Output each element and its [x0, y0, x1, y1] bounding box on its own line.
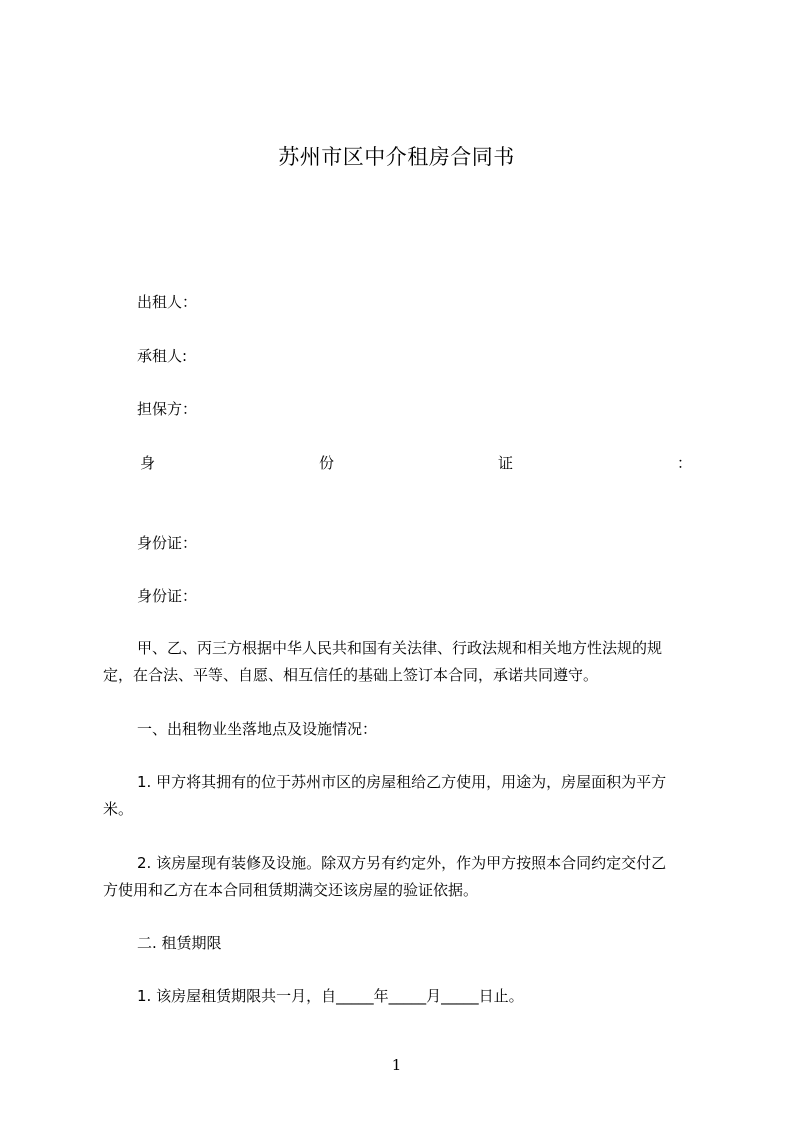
page-number: 1: [391, 1056, 402, 1074]
preamble-line-2: 定，在合法、平等、自愿、相互信任的基础上签订本合同，承诺共同遵守。: [103, 666, 599, 684]
id-card-line-2: 身份证：: [137, 587, 198, 605]
guarantor-label: 担保方：: [137, 400, 198, 418]
id-char-4: ：: [676, 454, 692, 472]
id-char-1: 身: [140, 454, 156, 472]
section1-item2-line-2: 方使用和乙方在本合同租赁期满交还该房屋的验证依据。: [103, 881, 479, 899]
document-title: 苏州市区中介租房合同书: [278, 145, 515, 169]
section2-heading: 二. 租赁期限: [137, 934, 222, 952]
preamble-line-1: 甲、乙、丙三方根据中华人民共和国有关法律、行政法规和相关地方性法规的规: [137, 639, 663, 657]
section1-item2-line-1: 2. 该房屋现有装修及设施。除双方另有约定外，作为甲方按照本合同约定交付乙: [137, 854, 667, 872]
id-card-line-1: 身份证：: [137, 534, 198, 552]
section1-item1-line-2: 米。: [103, 800, 134, 818]
section1-item1-line-1: 1. 甲方将其拥有的位于苏州市区的房屋租给乙方使用，用途为，房屋面积为平方: [137, 773, 667, 791]
id-card-spread-line: [140, 453, 692, 473]
section2-item1: 1. 该房屋租赁期限共一月，自_____年_____月_____日止。: [137, 987, 524, 1005]
id-char-3: 证: [497, 454, 513, 472]
section1-heading: 一、出租物业坐落地点及设施情况：: [137, 720, 378, 738]
id-char-2: 份: [318, 454, 334, 472]
lessor-label: 出租人：: [137, 293, 198, 311]
lessee-label: 承租人:: [137, 347, 188, 365]
